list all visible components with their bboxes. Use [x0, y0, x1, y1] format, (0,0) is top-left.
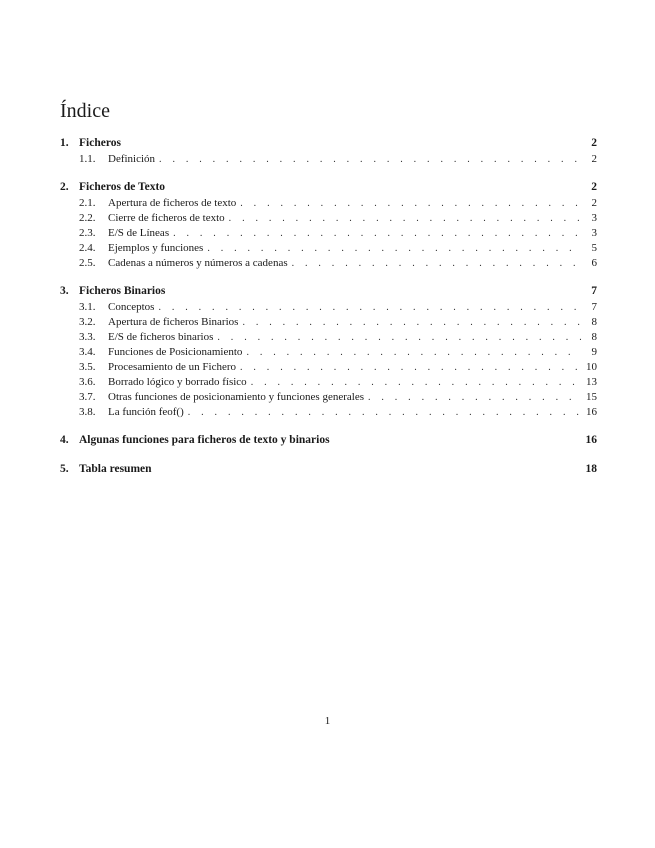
subsection-page: 16 [586, 406, 597, 418]
subsection-page: 13 [586, 376, 597, 388]
toc-subsection-row[interactable] [60, 196, 597, 211]
subsection-page: 2 [591, 197, 597, 209]
section-title: Ficheros de Texto [79, 181, 166, 193]
subsection-number: 2.1. [79, 197, 96, 209]
toc-section-row[interactable] [60, 179, 597, 196]
toc-section [60, 179, 597, 271]
subsection-page: 8 [591, 316, 597, 328]
dot-leader [240, 360, 581, 375]
toc-subsection-row[interactable] [60, 375, 597, 390]
subsection-number: 3.2. [79, 316, 96, 328]
subsection-number: 3.5. [79, 361, 96, 373]
section-page: 2 [591, 181, 597, 193]
subsection-page: 9 [591, 346, 597, 358]
subsection-page: 2 [591, 153, 597, 165]
subsection-number: 2.4. [79, 242, 96, 254]
subsection-page: 10 [586, 361, 597, 373]
subsection-page: 8 [591, 331, 597, 343]
subsection-number: 3.6. [79, 376, 96, 388]
dot-leader [173, 226, 581, 241]
subsection-title: Apertura de ficheros Binarios [108, 316, 239, 328]
section-title: Tabla resumen [79, 463, 152, 475]
subsection-number: 3.7. [79, 391, 96, 403]
toc-title: Índice [60, 100, 110, 122]
subsection-title: Cierre de ficheros de texto [108, 212, 225, 224]
subsection-title: Ejemplos y funciones [108, 242, 204, 254]
toc-subsection-row[interactable] [60, 152, 597, 167]
section-number: 5. [60, 463, 69, 475]
toc-section [60, 135, 597, 167]
section-page: 18 [585, 463, 597, 475]
toc-section [60, 461, 597, 478]
subsection-page: 3 [591, 227, 597, 239]
dot-leader [188, 405, 581, 420]
section-page: 7 [591, 285, 597, 297]
subsection-title: Procesamiento de un Fichero [108, 361, 236, 373]
subsection-title: Otras funciones de posicionamiento y funciones generales [108, 391, 364, 403]
section-title: Ficheros [79, 137, 121, 149]
section-number: 1. [60, 137, 69, 149]
subsection-title: E/S de ficheros binarios [108, 331, 214, 343]
dot-leader [217, 330, 581, 345]
dot-leader [292, 256, 581, 271]
subsection-page: 6 [591, 257, 597, 269]
toc-subsection-row[interactable] [60, 360, 597, 375]
toc-section-row[interactable] [60, 283, 597, 300]
subsection-title: Borrado lógico y borrado físico [108, 376, 247, 388]
toc-subsection-row[interactable] [60, 330, 597, 345]
dot-leader [207, 241, 581, 256]
subsection-title: Definición [108, 153, 156, 165]
toc-section-row[interactable] [60, 135, 597, 152]
toc-subsection-row[interactable] [60, 405, 597, 420]
subsection-number: 3.3. [79, 331, 96, 343]
dot-leader [159, 152, 581, 167]
page-number: 1 [324, 715, 331, 727]
subsection-number: 2.2. [79, 212, 96, 224]
subsection-page: 7 [591, 301, 597, 313]
subsection-title: La función feof() [108, 406, 184, 418]
section-page: 16 [585, 434, 597, 446]
subsection-page: 15 [586, 391, 597, 403]
toc-section [60, 432, 597, 449]
toc-section [60, 283, 597, 420]
subsection-number: 1.1. [79, 153, 96, 165]
dot-leader [240, 196, 581, 211]
toc-subsection-row[interactable] [60, 226, 597, 241]
subsection-title: Apertura de ficheros de texto [108, 197, 237, 209]
toc-subsection-row[interactable] [60, 390, 597, 405]
table-of-contents [60, 135, 597, 490]
section-title: Algunas funciones para ficheros de texto y binarios [79, 434, 330, 446]
dot-leader [158, 300, 581, 315]
section-number: 2. [60, 181, 69, 193]
dot-leader [246, 345, 581, 360]
subsection-title: E/S de Líneas [108, 227, 170, 239]
toc-section-row[interactable] [60, 461, 597, 478]
subsection-number: 2.5. [79, 257, 96, 269]
subsection-title: Cadenas a números y números a cadenas [108, 257, 288, 269]
toc-subsection-row[interactable] [60, 241, 597, 256]
toc-subsection-row[interactable] [60, 315, 597, 330]
toc-subsection-row[interactable] [60, 300, 597, 315]
subsection-title: Funciones de Posicionamiento [108, 346, 243, 358]
section-page: 2 [591, 137, 597, 149]
toc-subsection-row[interactable] [60, 211, 597, 226]
dot-leader [368, 390, 581, 405]
subsection-title: Conceptos [108, 301, 155, 313]
toc-subsection-row[interactable] [60, 345, 597, 360]
subsection-number: 3.4. [79, 346, 96, 358]
subsection-number: 2.3. [79, 227, 96, 239]
toc-subsection-row[interactable] [60, 256, 597, 271]
subsection-number: 3.1. [79, 301, 96, 313]
dot-leader [242, 315, 581, 330]
dot-leader [229, 211, 581, 226]
subsection-page: 5 [591, 242, 597, 254]
section-number: 3. [60, 285, 69, 297]
toc-section-row[interactable] [60, 432, 597, 449]
section-number: 4. [60, 434, 69, 446]
dot-leader [251, 375, 581, 390]
subsection-page: 3 [591, 212, 597, 224]
section-title: Ficheros Binarios [79, 285, 166, 297]
subsection-number: 3.8. [79, 406, 96, 418]
